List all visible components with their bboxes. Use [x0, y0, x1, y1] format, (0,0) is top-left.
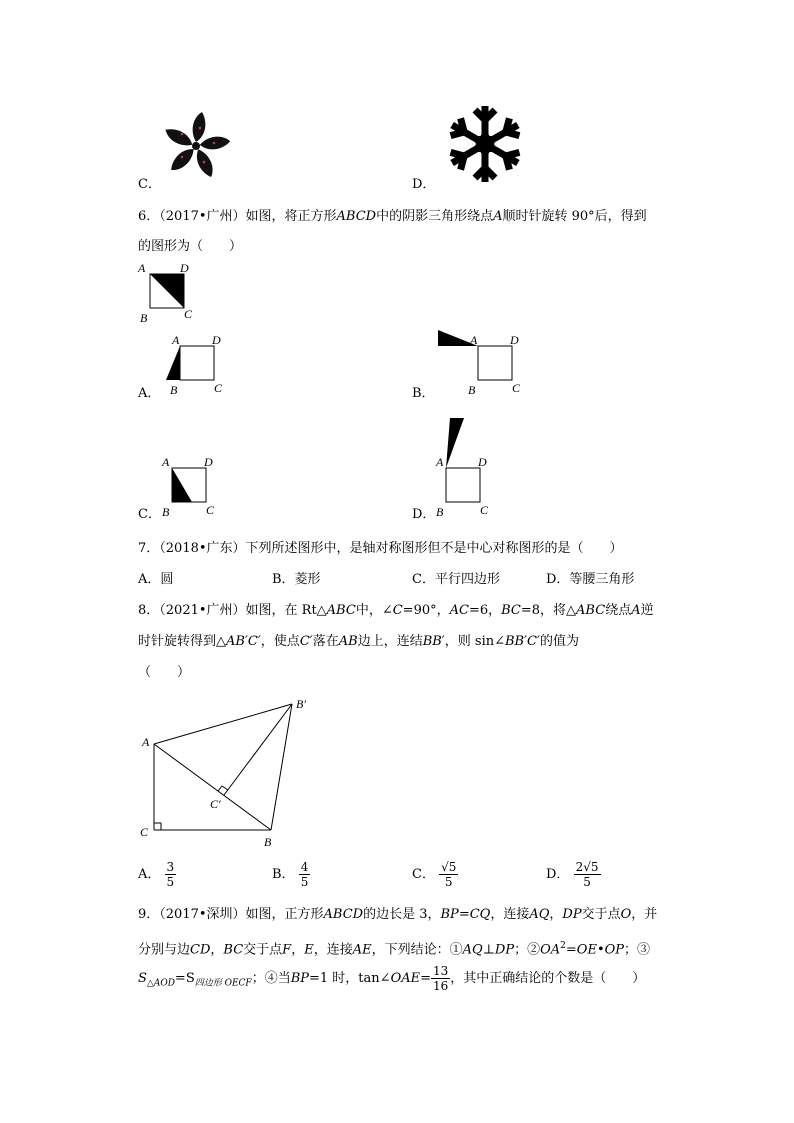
q6-stem-line1: 6．（2017•广州）如图，将正方形ABCD中的阴影三角形绕点A顺时针旋转 90°后，得到 [138, 209, 647, 224]
bauhinia-flower-image [160, 110, 232, 182]
q8-option-c: C． $\frac{√5}{5}$ [412, 860, 457, 889]
svg-text:C: C [206, 503, 215, 517]
q8-stem-line1: 8．（2021•广州）如图，在 Rt△ABC中，∠C=90°，AC=6，BC=8，将△ABC绕点A逆 [138, 603, 654, 618]
q8-stem-line2: 时针旋转得到△AB′C′，使点C′落在AB边上，连结BB′，则 sin∠BB′C′的值为 [138, 634, 579, 649]
q8-stem-line3: （ ） [138, 665, 191, 680]
svg-text:B: B [140, 311, 148, 325]
q9-stem-line1: 9．（2017•深圳）如图，正方形ABCD的边长是 3，BP=CQ，连接AQ，DP交于点O，并 [138, 907, 658, 922]
svg-text:B: B [170, 383, 178, 396]
q6-option-c-figure [158, 452, 228, 518]
q8-label-cp: C′ [210, 797, 221, 811]
q6-option-d-figure [434, 414, 504, 518]
svg-text:D: D [180, 261, 189, 275]
svg-text:A: A [172, 333, 180, 347]
svg-text:B: B [436, 505, 444, 518]
q7-option-b: B．菱形 [272, 572, 321, 587]
q9-stem-line2: 分别与边CD，BC交于点F，E，连接AE，下列结论：①AQ⊥DP；$②OA^2=OE•OP$；③ [138, 941, 651, 958]
q8-option-a: A． $\frac{3}{5}$ [138, 860, 175, 889]
svg-text:A: A [436, 455, 444, 469]
svg-text:D: D [212, 333, 221, 347]
q6-option-d-label: D． [412, 507, 436, 522]
q6-option-b-label: B． [412, 386, 435, 401]
q8-label-c: C [140, 825, 149, 839]
svg-text:C: C [214, 381, 223, 395]
svg-text:D: D [510, 333, 519, 347]
q6-option-c-label: C． [138, 507, 161, 522]
option-c-label: C． [138, 177, 161, 192]
svg-text:A: A [470, 333, 478, 347]
q6-option-b-figure [434, 326, 526, 396]
svg-text:C: C [512, 381, 521, 395]
svg-text:B: B [162, 505, 170, 518]
svg-text:D: D [478, 455, 487, 469]
svg-text:C: C [184, 307, 193, 321]
q6-option-a-label: A． [138, 386, 161, 401]
option-d-label: D． [412, 177, 436, 192]
q6-main-figure [136, 260, 196, 326]
snowflake-image [440, 102, 530, 186]
q7-stem: 7．（2018•广东）下列所述图形中，是轴对称图形但不是中心对称图形的是（ ） [138, 541, 623, 556]
q7-option-d: D．等腰三角形 [546, 572, 635, 587]
svg-text:C: C [480, 503, 489, 517]
q6-option-a-figure [160, 332, 232, 396]
svg-text:D: D [204, 455, 213, 469]
q8-option-b: B． $\frac{4}{5}$ [272, 860, 309, 889]
q9-stem-line3: $S_{\triangle AOD}=S_{四边形 OECF}$；④当BP=1 时，tan∠OAE= $\frac{13}{16}$ ，其中正确结论的个数是（ ） [138, 964, 646, 993]
svg-text:A: A [138, 261, 146, 275]
svg-text:A: A [162, 455, 170, 469]
q8-label-bp: B′ [296, 697, 306, 711]
q8-triangle-figure [136, 692, 326, 852]
q8-option-d: D． $\frac{2√5}{5}$ [546, 860, 599, 889]
q6-stem-line2: 的图形为（ ） [138, 239, 243, 254]
svg-text:B: B [468, 383, 476, 396]
q8-label-b: B [264, 835, 272, 849]
q7-option-a: A．圆 [138, 572, 174, 587]
q8-label-a: A [142, 735, 150, 749]
q7-option-c: C．平行四边形 [412, 572, 500, 587]
